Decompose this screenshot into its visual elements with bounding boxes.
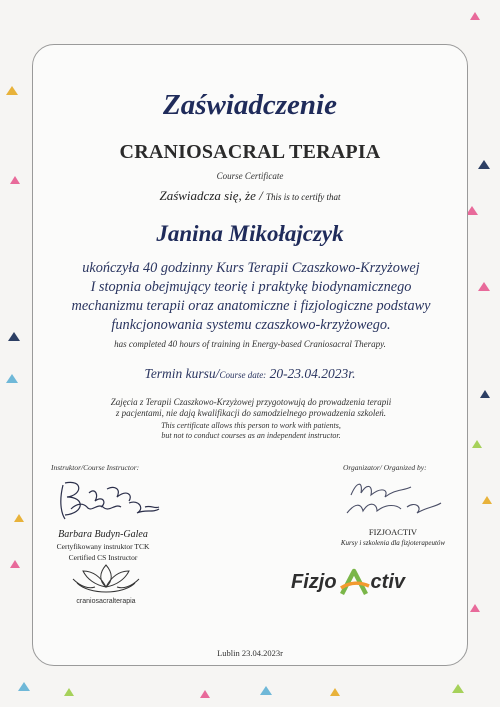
decor-triangle: [480, 390, 490, 398]
decor-triangle: [260, 686, 272, 695]
craniosacral-logo-text: craniosacralterapia: [76, 598, 136, 605]
organizer-signature: [311, 473, 451, 525]
craniosacral-logo: [51, 561, 161, 605]
certify-pl: Zaświadcza się, że /: [159, 188, 263, 203]
certify-line: [33, 188, 467, 204]
description-line: funkcjonowania systemu czaszkowo-krzyżowego.: [111, 317, 391, 333]
instructor-label: Instruktor/Course Instructor:: [51, 463, 140, 472]
fizjoactiv-a-icon: [338, 568, 370, 596]
course-certificate-label: Course Certificate: [216, 171, 284, 181]
decor-triangle: [6, 86, 18, 95]
scope-note-pl: [93, 397, 409, 419]
termin-label: Termin kursu/: [144, 366, 220, 381]
decor-triangle: [470, 604, 480, 612]
note-line: This certificate allows this person to work with patients,: [161, 421, 341, 430]
decor-triangle: [470, 12, 480, 20]
decor-triangle: [478, 160, 490, 169]
description-line: I stopnia obejmujący teorię i praktykę biodynamicznego: [90, 279, 412, 295]
decor-triangle: [330, 688, 340, 696]
decor-triangle: [10, 560, 20, 568]
decor-triangle: [64, 688, 74, 696]
instructor-name: Barbara Budyn-Galea: [58, 529, 148, 540]
organizer-name: FIZJOACTIV: [368, 527, 418, 537]
lotus-icon: [71, 561, 141, 595]
course-description-pl: [53, 259, 449, 335]
fizjoactiv-logo: [291, 567, 405, 597]
certificate-title: Zaświadczenie: [163, 89, 337, 121]
note-line: z pacjentami, nie dają kwalifikacji do samodzielnego prowadzenia szkoleń.: [115, 408, 387, 418]
decor-triangle: [200, 690, 210, 698]
course-date-label: Course date:: [219, 370, 267, 380]
scope-note-en: [93, 421, 409, 441]
organizer-subtitle: Kursy i szkolenia dla fizjoterapeutów: [340, 539, 446, 547]
decor-triangle: [6, 374, 18, 383]
certify-en: This is to certify that: [266, 192, 341, 202]
certificate-card: [32, 44, 468, 666]
course-date: 20-23.04.2023r.: [269, 366, 356, 381]
fizjoactiv-logo-text-2: ctiv: [370, 570, 406, 593]
organizer-label: Organizator/ Organized by:: [343, 463, 427, 472]
decor-triangle: [14, 514, 24, 522]
instructor-block: [33, 529, 173, 562]
decor-triangle: [452, 684, 464, 693]
note-line: Zajęcia z Terapii Czaszkowo-Krzyżowej przygotowują do prowadzenia terapii: [110, 397, 392, 407]
instructor-role-en: Certified CS Instructor: [68, 553, 138, 562]
certificate-subtitle: CRANIOSACRAL TERAPIA: [119, 141, 381, 163]
decor-triangle: [472, 440, 482, 448]
organizer-block: [323, 527, 463, 547]
decor-triangle: [10, 176, 20, 184]
instructor-role: Certyfikowany instruktor TCK: [56, 542, 150, 551]
description-line: mechanizmu terapii oraz anatomiczne i fizjologiczne podstawy: [71, 298, 431, 314]
place-and-date: Lublin 23.04.2023r: [217, 648, 283, 658]
note-line: but not to conduct courses as an independent instructor.: [161, 431, 341, 440]
fizjoactiv-logo-text-1: Fizjo: [291, 570, 337, 593]
description-line: ukończyła 40 godzinny Kurs Terapii Czaszkowo-Krzyżowej: [82, 260, 420, 276]
decor-triangle: [8, 332, 20, 341]
course-description-en: has completed 40 hours of training in Energy-based Craniosacral Therapy.: [114, 339, 386, 349]
instructor-signature: [49, 473, 179, 525]
recipient-name: Janina Mikołajczyk: [156, 221, 344, 246]
decor-triangle: [18, 682, 30, 691]
decor-triangle: [478, 282, 490, 291]
decor-triangle: [482, 496, 492, 504]
course-date-line: [33, 366, 467, 382]
